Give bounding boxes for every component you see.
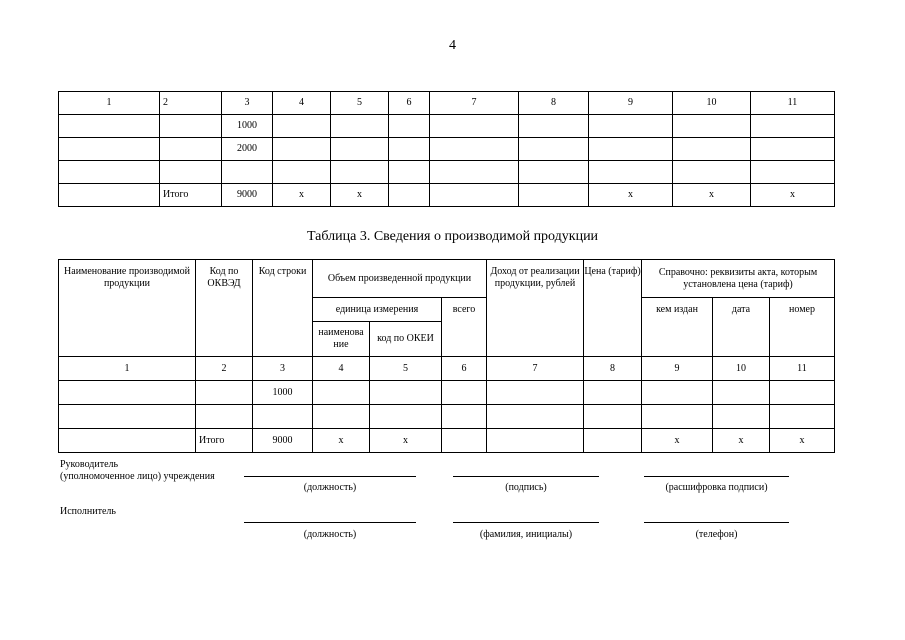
table-cell: x	[313, 429, 370, 453]
page-number: 4	[449, 38, 456, 53]
table-cell	[589, 161, 673, 184]
table-cell: 11	[751, 92, 835, 115]
table-cell	[273, 161, 331, 184]
table-cell	[313, 405, 370, 429]
column-number: 3	[253, 357, 313, 381]
column-number: 4	[313, 357, 370, 381]
table-cell	[430, 161, 519, 184]
table-cell	[160, 138, 222, 161]
table-cell: x	[642, 429, 713, 453]
table-cell: x	[589, 184, 673, 207]
header-price: Цена (тариф)	[584, 260, 642, 357]
table-cell: 3	[222, 92, 273, 115]
header-issued-by: кем издан	[642, 298, 713, 357]
header-reference: Справочно: реквизиты акта, которым установлена цена (тариф)	[642, 260, 835, 298]
table-row	[59, 405, 835, 429]
column-number: 7	[487, 357, 584, 381]
table-cell	[59, 115, 160, 138]
table-cell: 1	[59, 92, 160, 115]
head-decoding-line	[644, 476, 789, 477]
table-cell	[313, 381, 370, 405]
table-cell: 1000	[222, 115, 273, 138]
table-cell	[584, 381, 642, 405]
column-number: 5	[370, 357, 442, 381]
table-cell: x	[673, 184, 751, 207]
table-cell	[673, 115, 751, 138]
table-cell	[59, 138, 160, 161]
table-cell	[273, 138, 331, 161]
table-cell	[519, 115, 589, 138]
table-cell	[59, 429, 196, 453]
table-cell	[442, 429, 487, 453]
continued-table	[58, 91, 835, 207]
column-number: 8	[584, 357, 642, 381]
table-cell	[487, 405, 584, 429]
column-number: 6	[442, 357, 487, 381]
table-cell: 9	[589, 92, 673, 115]
table-cell	[589, 115, 673, 138]
table-cell	[751, 138, 835, 161]
table-row	[59, 115, 835, 138]
table-cell: 9000	[222, 184, 273, 207]
header-okei: код по ОКЕИ	[370, 322, 442, 357]
table-cell	[770, 381, 835, 405]
table-cell	[442, 381, 487, 405]
header-number: номер	[770, 298, 835, 357]
head-label: Руководитель (уполномоченное лицо) учреждения	[60, 459, 215, 482]
executor-name-line	[453, 522, 599, 523]
header-volume: Объем произведенной продукции	[313, 260, 487, 298]
header-total: всего	[442, 298, 487, 357]
header-row-code: Код строки	[253, 260, 313, 357]
table-cell: Итого	[196, 429, 253, 453]
executor-name-caption: (фамилия, инициалы)	[479, 529, 573, 540]
table-row	[59, 184, 835, 207]
table-cell	[389, 115, 430, 138]
table-cell	[331, 115, 389, 138]
table-cell: 7	[430, 92, 519, 115]
table-cell	[770, 405, 835, 429]
head-decoding-caption: (расшифровка подписи)	[665, 482, 768, 493]
table-cell	[487, 429, 584, 453]
head-position-line	[244, 476, 416, 477]
table-cell	[389, 161, 430, 184]
head-position-caption: (должность)	[303, 482, 357, 493]
header-unit: единица измерения	[313, 298, 442, 322]
head-signature-caption: (подпись)	[505, 482, 547, 493]
table-cell	[160, 115, 222, 138]
table-cell	[331, 138, 389, 161]
table-cell	[673, 161, 751, 184]
table-cell: 2	[160, 92, 222, 115]
column-number: 11	[770, 357, 835, 381]
table-cell	[370, 405, 442, 429]
table-row	[59, 381, 835, 405]
column-number: 1	[59, 357, 196, 381]
table-cell	[59, 381, 196, 405]
table3-title: Таблица 3. Сведения о производимой продукции	[306, 229, 599, 244]
table-cell	[430, 115, 519, 138]
header-date: дата	[713, 298, 770, 357]
header-unit-name: наименова ние	[313, 322, 370, 357]
table-cell	[584, 429, 642, 453]
table-cell: Итого	[160, 184, 222, 207]
header-income: Доход от реализации продукции, рублей	[487, 260, 584, 357]
table-cell	[713, 381, 770, 405]
table-cell	[442, 405, 487, 429]
table-cell: 5	[331, 92, 389, 115]
column-numbers-row	[59, 92, 835, 115]
table-cell	[331, 161, 389, 184]
executor-phone-caption: (телефон)	[695, 529, 738, 540]
products-table	[58, 259, 835, 453]
table-cell	[389, 138, 430, 161]
table-cell	[196, 381, 253, 405]
table-cell	[673, 138, 751, 161]
table-cell	[519, 184, 589, 207]
table-cell	[519, 138, 589, 161]
column-number: 2	[196, 357, 253, 381]
header-product-name: Наименование производимой продукции	[59, 260, 196, 357]
header-okved: Код по ОКВЭД	[196, 260, 253, 357]
table-cell: x	[751, 184, 835, 207]
table-cell: 8	[519, 92, 589, 115]
table-cell	[589, 138, 673, 161]
table-cell	[389, 184, 430, 207]
executor-label: Исполнитель	[60, 506, 116, 517]
table-cell: 4	[273, 92, 331, 115]
head-signature-line	[453, 476, 599, 477]
table-cell: x	[331, 184, 389, 207]
table-cell	[430, 138, 519, 161]
table-cell	[370, 381, 442, 405]
table-row	[59, 429, 835, 453]
table-cell	[196, 405, 253, 429]
table-cell: x	[713, 429, 770, 453]
table-cell	[751, 115, 835, 138]
executor-phone-line	[644, 522, 789, 523]
table-cell	[273, 115, 331, 138]
table-cell: 10	[673, 92, 751, 115]
column-numbers-row	[59, 357, 835, 381]
table-cell	[59, 161, 160, 184]
column-number: 9	[642, 357, 713, 381]
table-cell: x	[770, 429, 835, 453]
table-cell	[222, 161, 273, 184]
table-cell	[751, 161, 835, 184]
table-cell	[584, 405, 642, 429]
table-cell	[160, 161, 222, 184]
table-cell	[253, 405, 313, 429]
table-cell	[642, 405, 713, 429]
table-row	[59, 138, 835, 161]
table-cell: 1000	[253, 381, 313, 405]
table-cell: x	[273, 184, 331, 207]
column-number: 10	[713, 357, 770, 381]
table-cell	[519, 161, 589, 184]
table-row	[59, 161, 835, 184]
table-cell	[59, 184, 160, 207]
table-cell: 9000	[253, 429, 313, 453]
table-cell	[713, 405, 770, 429]
executor-position-caption: (должность)	[303, 529, 357, 540]
table-cell	[642, 381, 713, 405]
table-cell	[487, 381, 584, 405]
table-cell	[59, 405, 196, 429]
table-cell: 6	[389, 92, 430, 115]
table-cell	[430, 184, 519, 207]
table-cell: 2000	[222, 138, 273, 161]
table-cell: x	[370, 429, 442, 453]
executor-position-line	[244, 522, 416, 523]
